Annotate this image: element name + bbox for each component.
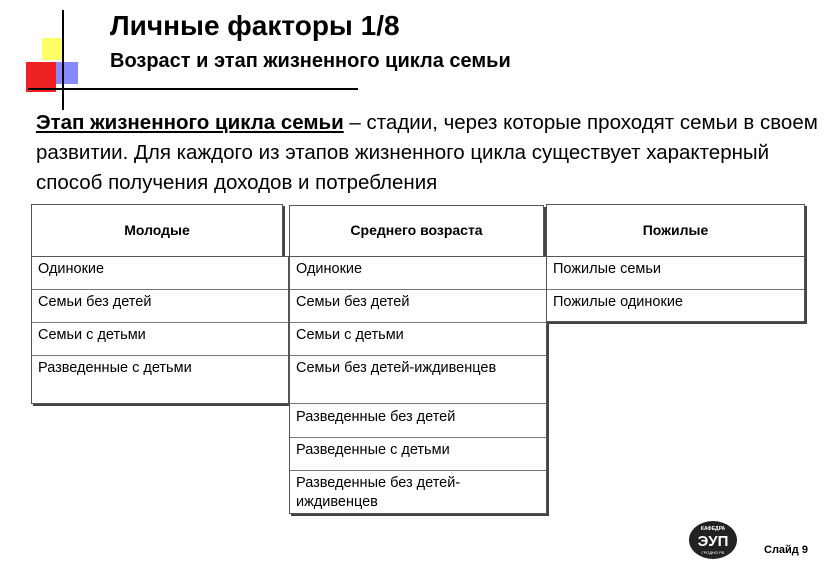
row-divider	[290, 437, 546, 438]
list-item: Пожилые одинокие	[553, 294, 683, 310]
list-item: Разведенные без детей-иждивенцев	[296, 475, 461, 510]
department-logo	[688, 520, 738, 560]
list-item: Семьи с детьми	[38, 327, 146, 343]
list-item: Разведенные с детьми	[38, 360, 192, 376]
definition-paragraph	[36, 108, 826, 198]
list-item: Семьи с детьми	[296, 327, 404, 343]
row-divider	[290, 403, 546, 404]
list-item: Семьи без детей	[38, 294, 152, 310]
column-young	[31, 256, 289, 404]
header-middle-age	[289, 205, 544, 257]
logo-text: ЭУП	[697, 533, 729, 550]
list-item: Разведенные без детей	[296, 409, 456, 425]
row-divider	[290, 322, 546, 323]
decor-square-yellow	[42, 38, 64, 60]
definition-term: Этап жизненного цикла семьи	[36, 111, 344, 134]
definition-text: – стадии, через которые проходят семьи в своем развитии. Для каждого из этапов жизненного цикла существует характерный способ получения доходов и потребления	[36, 111, 818, 194]
header-middle-age-label: Среднего возраста	[350, 222, 483, 238]
list-item: Семьи без детей-иждивенцев	[296, 360, 497, 376]
decor-vertical-line	[62, 10, 64, 110]
decor-horizontal-line	[28, 88, 358, 90]
row-divider	[290, 289, 546, 290]
row-divider	[547, 289, 804, 290]
list-item: Пожилые семьи	[553, 261, 662, 277]
header-elderly	[546, 204, 805, 258]
list-item: Разведенные с детьми	[296, 442, 450, 458]
slide-subtitle: Возраст и этап жизненного цикла семьи	[110, 50, 511, 72]
column-middle-age	[289, 256, 547, 514]
row-divider	[290, 470, 546, 471]
header-young	[31, 204, 283, 258]
decor-square-blue	[56, 62, 78, 84]
slide-number: Слайд 9	[764, 544, 808, 556]
row-divider	[32, 355, 288, 356]
list-item: Семьи без детей	[296, 294, 410, 310]
header-young-label: Молодые	[124, 222, 190, 238]
row-divider	[290, 355, 546, 356]
logo-top-text: КАФЕДРА	[700, 526, 726, 532]
row-divider	[32, 322, 288, 323]
row-divider	[32, 289, 288, 290]
logo-bottom-text: ГРОДНО РБ	[701, 550, 725, 555]
list-item: Одинокие	[296, 261, 363, 277]
column-elderly	[546, 256, 805, 322]
header-elderly-label: Пожилые	[642, 222, 709, 238]
list-item: Одинокие	[38, 261, 105, 277]
slide-title: Личные факторы 1/8	[110, 10, 400, 41]
